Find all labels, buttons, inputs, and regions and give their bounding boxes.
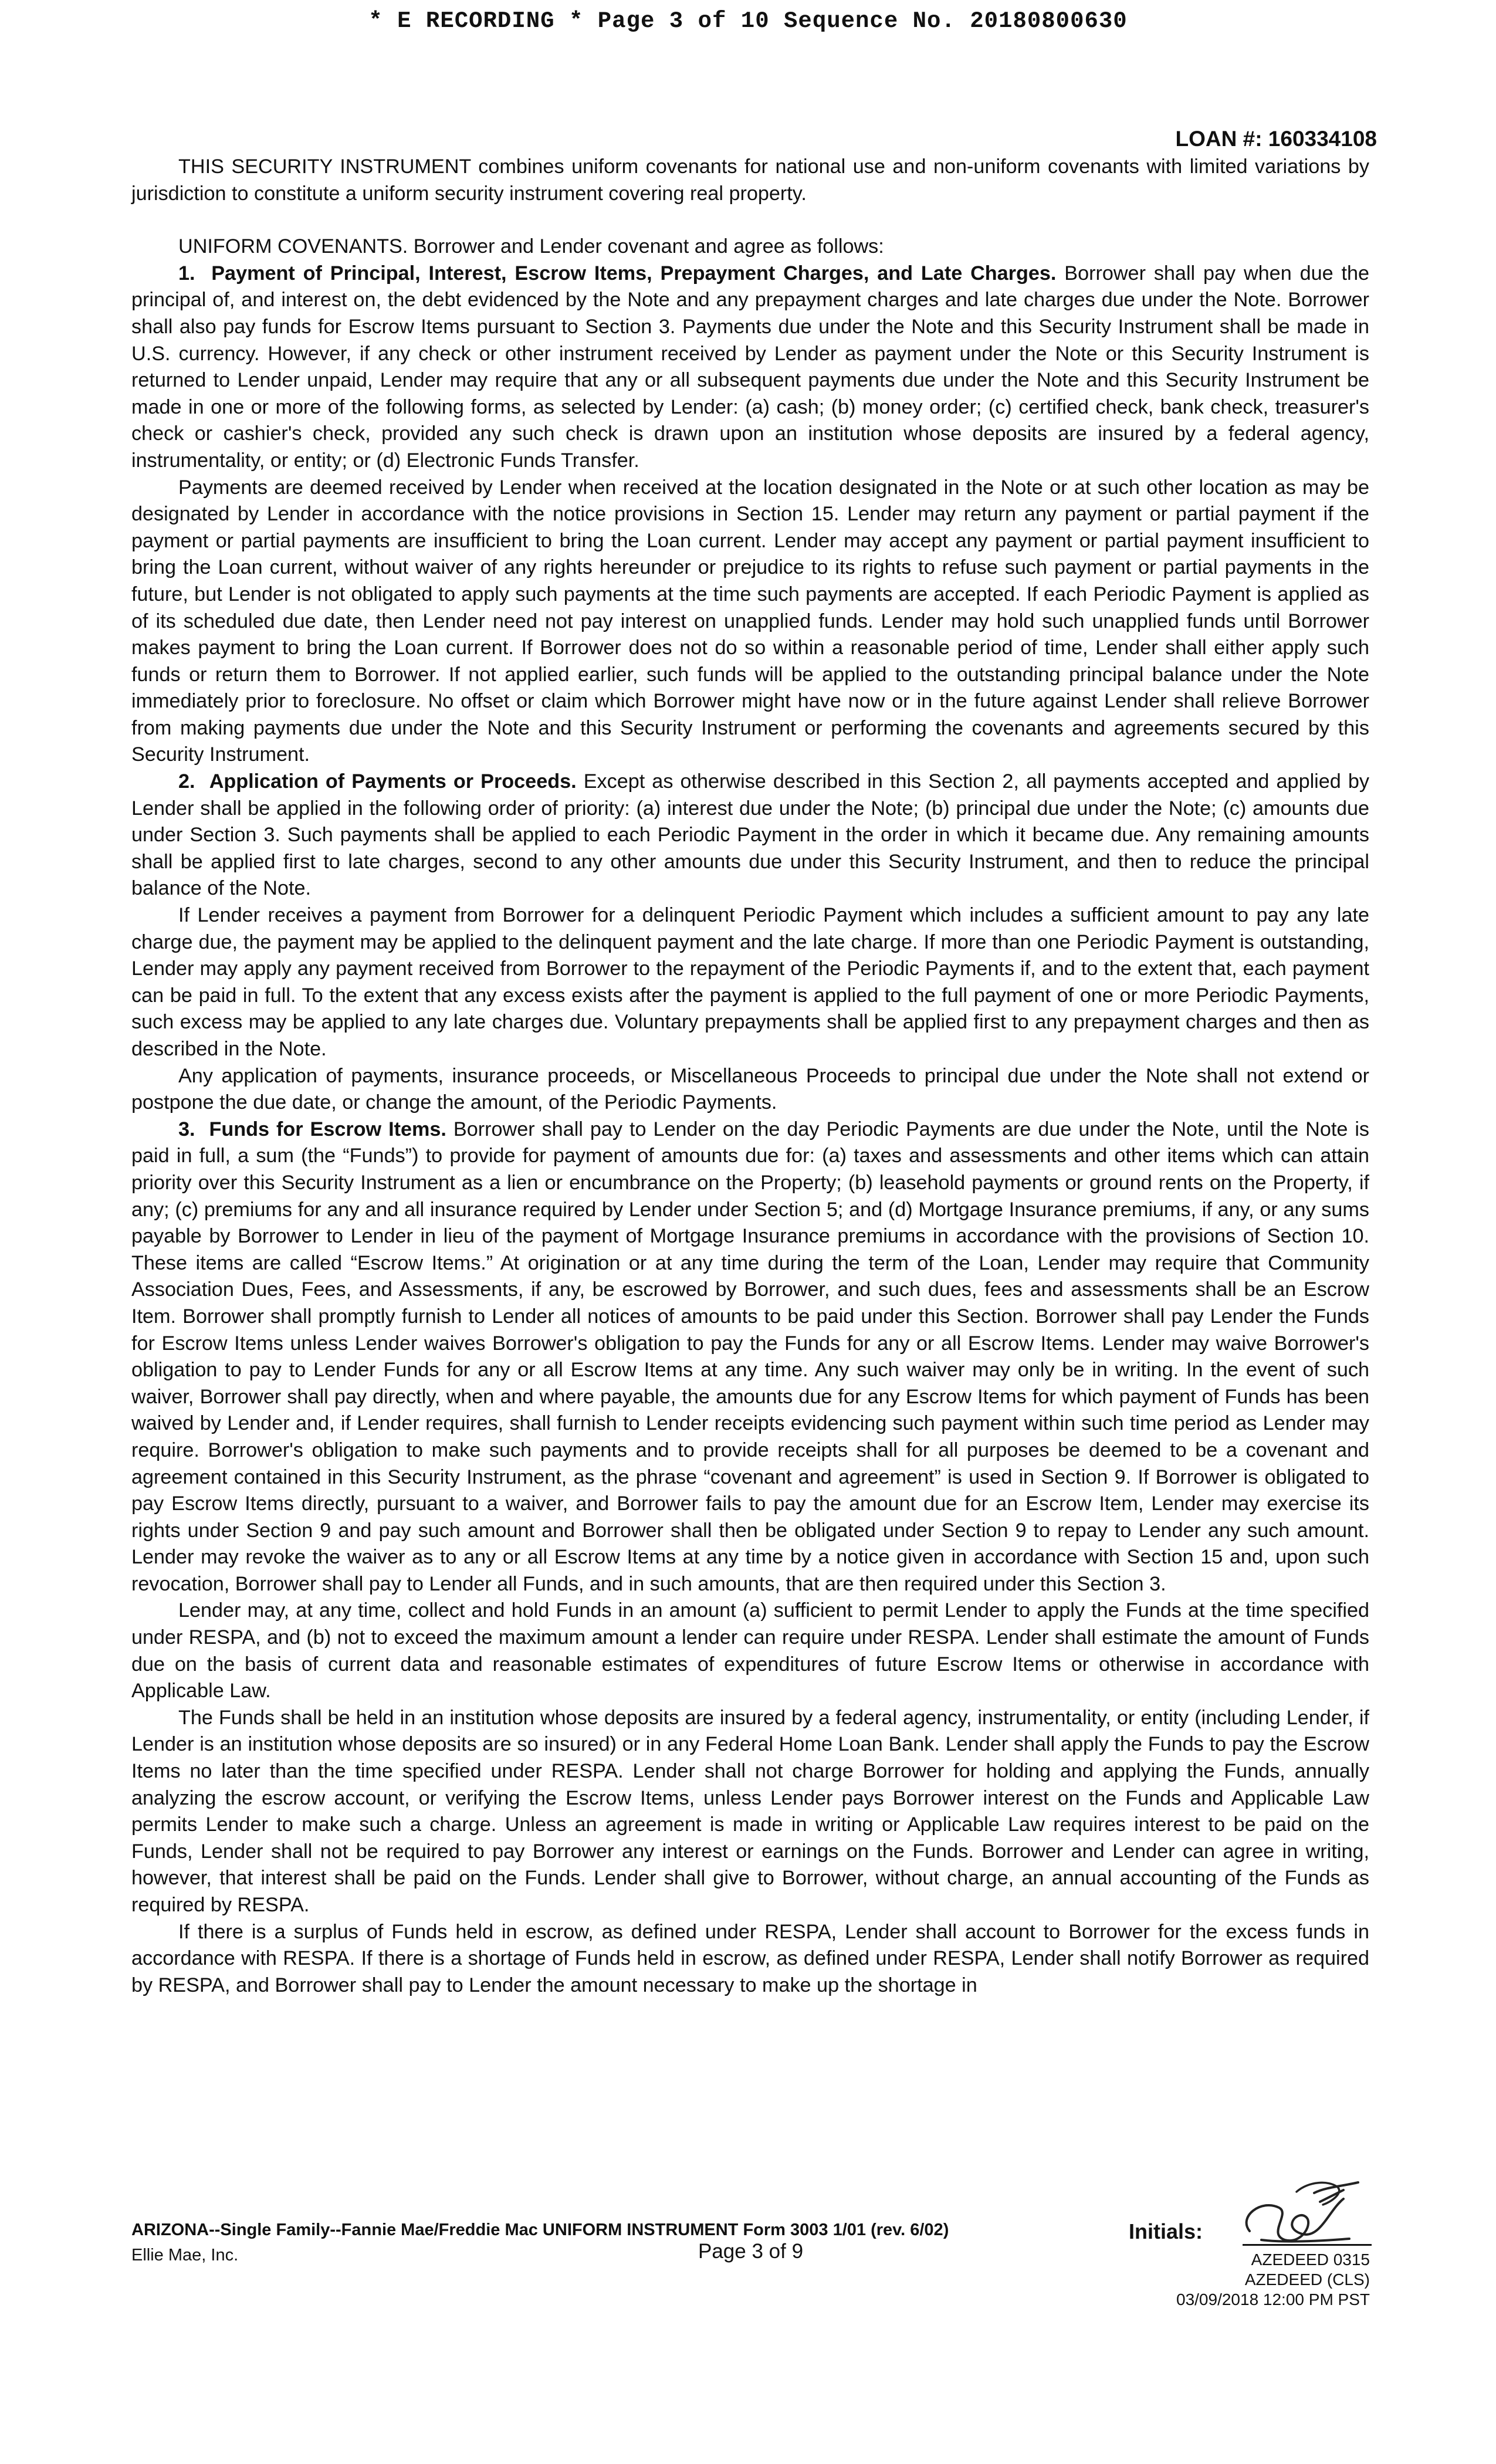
- document-body: [131, 154, 1369, 1999]
- uniform-covenants-paragraph: UNIFORM COVENANTS. Borrower and Lender covenant and agree as follows:: [178, 235, 884, 258]
- section-3-paragraph-4: If there is a surplus of Funds held in escrow, as defined under RESPA, Lender shall account to Borrower for the excess funds in accordance with RESPA. If there is a shortage of Funds held in escrow, as defined under RESPA, Lender shall notify Borrower as required by RESPA, and Borrower shall pay to Lender the amount necessary to make up the shortage in: [131, 1920, 1369, 1996]
- initials-line: [1243, 2244, 1372, 2246]
- section-2-paragraph-3: Any application of payments, insurance proceeds, or Miscellaneous Proceeds to principal due under the Note shall not extend or postpone the due date, or change the amount, of the Periodic Payments.: [131, 1064, 1369, 1114]
- section-2-text: Except as otherwise described in this Section 2, all payments accepted and applied by Lender shall be applied in the following order of priority: (a) interest due under the Note; (b) principal due under the Note; (c) amounts due under Section 3. Such payments shall be applied to each Periodic Payment in the order in which it became due. Any remaining amounts shall be applied first to late charges, second to any other amounts due under this Security Instrument, and then to reduce the principal balance of the Note.: [131, 770, 1369, 900]
- section-2-paragraph-2: If Lender receives a payment from Borrower for a delinquent Periodic Payment which includes a sufficient amount to pay any late charge due, the payment may be applied to the delinquent payment and the late charge. If more than one Periodic Payment is outstanding, Lender may apply any payment received from Borrower to the repayment of the Periodic Payments if, and to the extent that, each payment can be paid in full. To the extent that any excess exists after the payment is applied to the full payment of one or more Periodic Payments, such excess may be applied to any late charges due. Voluntary prepayments shall be applied first to any prepayment charges and then as described in the Note.: [131, 904, 1369, 1060]
- initials-label: Initials:: [1129, 2219, 1203, 2243]
- section-1-heading: Payment of Principal, Interest, Escrow Items, Prepayment Charges, and Late Charges.: [211, 262, 1057, 285]
- intro-paragraph: THIS SECURITY INSTRUMENT combines uniform covenants for national use and non-uniform covenants with limited variations by jurisdiction to constitute a uniform security instrument covering real property.: [131, 155, 1369, 205]
- section-1-paragraph: [131, 260, 1369, 475]
- section-3-number: 3.: [178, 1118, 195, 1140]
- vendor-name: Ellie Mae, Inc.: [131, 2246, 239, 2265]
- loan-number: LOAN #: 160334108: [1175, 127, 1377, 151]
- page-number: Page 3 of 9: [698, 2240, 804, 2263]
- recording-header: * E RECORDING * Page 3 of 10 Sequence No. 20180800630: [368, 8, 1128, 34]
- form-code: AZEDEED 0315: [1251, 2250, 1370, 2269]
- section-2-number: 2.: [178, 770, 195, 793]
- section-3-paragraph-2: Lender may, at any time, collect and hold Funds in an amount (a) sufficient to permit Lender to apply the Funds at the time specified under RESPA, and (b) not to exceed the maximum amount a lender can require under RESPA. Lender shall estimate the amount of Funds due on the basis of current data and reasonable estimates of expenditures of future Escrow Items or otherwise in accordance with Applicable Law.: [131, 1599, 1369, 1703]
- section-3-heading: Funds for Escrow Items.: [209, 1118, 446, 1140]
- initials-signature: [1226, 2175, 1370, 2252]
- section-3-text: Borrower shall pay to Lender on the day Periodic Payments are due under the Note, until the Note is paid in full, a sum (the “Funds”) to provide for payment of amounts due for: (a) taxes and assessments and other items which can attain priority over this Security Instrument as a lien or encumbrance on the Property; (b) leasehold payments or ground rents on the Property, if any; (c) premiums for any and all insurance required by Lender under Section 5; and (d) Mortgage Insurance premiums, if any, or any sums payable by Borrower to Lender in lieu of the payment of Mortgage Insurance premiums in accordance with the provisions of Section 10. These items are called “Escrow Items.” At origination or at any time during the term of the Loan, Lender may require that Community Association Dues, Fees, and Assessments, if any, be escrowed by Borrower, and such dues, fees and assessments shall be an Escrow Item. Borrower shall promptly furnish to Lender all notices of amounts to be paid under this Section. Borrower shall pay Lender the Funds for Escrow Items unless Lender waives Borrower's obligation to pay the Funds for any or all Escrow Items. Lender may waive Borrower's obligation to pay to Lender Funds for any or all Escrow Items at any time. Any such waiver may only be in writing. In the event of such waiver, Borrower shall pay directly, when and where payable, the amounts due for any Escrow Items for which payment of Funds has been waived by Lender and, if Lender requires, shall furnish to Lender receipts evidencing such payment within such time period as Lender may require. Borrower's obligation to make such payments and to provide receipts shall for all purposes be deemed to be a covenant and agreement contained in this Security Instrument, as the phrase “covenant and agreement” is used in Section 9. If Borrower is obligated to pay Escrow Items directly, pursuant to a waiver, and Borrower fails to pay the amount due for an Escrow Item, Lender may exercise its rights under Section 9 and pay such amount and Borrower shall then be obligated under Section 9 to repay to Lender any such amount. Lender may revoke the waiver as to any or all Escrow Items at any time by a notice given in accordance with Section 15 and, upon such revocation, Borrower shall pay to Lender all Funds, and in such amounts, that are then required under this Section 3.: [131, 1118, 1370, 1595]
- section-3-paragraph: [131, 1116, 1369, 1598]
- section-3-paragraph-3: The Funds shall be held in an institution whose deposits are insured by a federal agency, instrumentality, or entity (including Lender, if Lender is an institution whose deposits are so insured) or in any Federal Home Loan Bank. Lender shall apply the Funds to pay the Escrow Items no later than the time specified under RESPA. Lender shall not charge Borrower for holding and applying the Funds, annually analyzing the escrow account, or verifying the Escrow Items, unless Lender pays Borrower interest on the Funds and Applicable Law permits Lender to make such a charge. Unless an agreement is made in writing or Applicable Law requires interest to be paid on the Funds, Lender shall not be required to pay Borrower any interest or earnings on the Funds. Borrower and Lender can agree in writing, however, that interest shall be paid on the Funds. Lender shall give to Borrower, without charge, an annual accounting of the Funds as required by RESPA.: [131, 1706, 1369, 1916]
- section-2-heading: Application of Payments or Proceeds.: [209, 770, 577, 793]
- form-code-cls: AZEDEED (CLS): [1244, 2270, 1370, 2289]
- section-1-text: Borrower shall pay when due the principal of, and interest on, the debt evidenced by the Note and any prepayment charges and late charges due under the Note. Borrower shall also pay funds for Escrow Items pursuant to Section 3. Payments due under the Note and this Security Instrument shall be made in U.S. currency. However, if any check or other instrument received by Lender as payment under the Note or this Security Instrument is returned to Lender unpaid, Lender may require that any or all subsequent payments due under the Note and this Security Instrument be made in one or more of the following forms, as selected by Lender: (a) cash; (b) money order; (c) certified check, bank check, treasurer's check or cashier's check, provided any such check is drawn upon an institution whose deposits are insured by a federal agency, instrumentality, or entity; or (d) Electronic Funds Transfer.: [131, 262, 1370, 472]
- print-timestamp: 03/09/2018 12:00 PM PST: [1176, 2290, 1370, 2309]
- section-2-paragraph: [131, 769, 1369, 902]
- form-identifier: ARIZONA--Single Family--Fannie Mae/Freddie Mac UNIFORM INSTRUMENT Form 3003 1/01 (rev. 6/02): [131, 2221, 949, 2239]
- section-1-number: 1.: [178, 262, 195, 285]
- section-1-paragraph-2: Payments are deemed received by Lender when received at the location designated in the Note or at such other location as may be designated by Lender in accordance with the notice provisions in Section 15. Lender may return any payment or partial payment if the payment or partial payments are insufficient to bring the Loan current. Lender may accept any payment or partial payment insufficient to bring the Loan current, without waiver of any rights hereunder or prejudice to its rights to refuse such payment or partial payments in the future, but Lender is not obligated to apply such payments at the time such payments are accepted. If each Periodic Payment is applied as of its scheduled due date, then Lender need not pay interest on unapplied funds. Lender may hold such unapplied funds until Borrower makes payment to bring the Loan current. If Borrower does not do so within a reasonable period of time, Lender shall either apply such funds or return them to Borrower. If not applied earlier, such funds will be applied to the outstanding principal balance under the Note immediately prior to foreclosure. No offset or claim which Borrower might have now or in the future against Lender shall relieve Borrower from making payments due under the Note and this Security Instrument or performing the covenants and agreements secured by this Security Instrument.: [131, 476, 1369, 766]
